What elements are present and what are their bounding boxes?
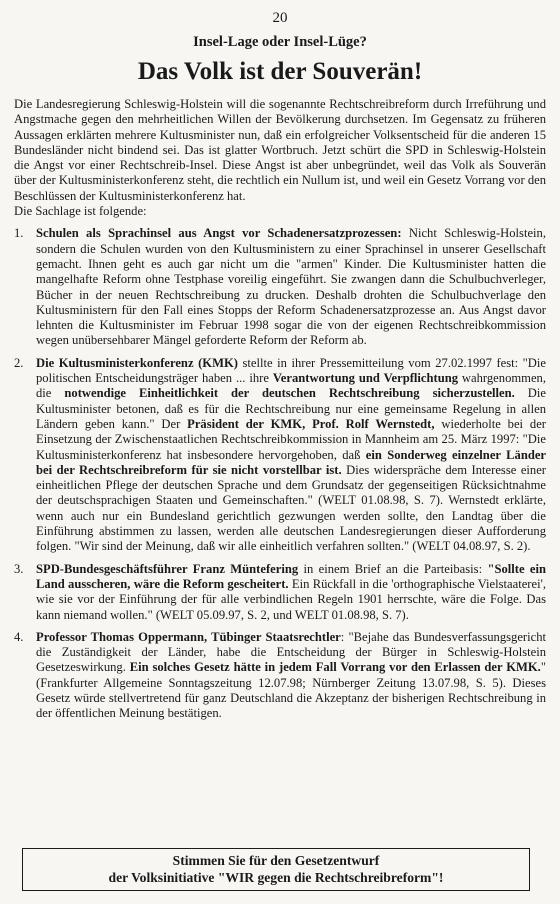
callout-box (22, 848, 530, 891)
list-item-number: 2. (14, 355, 24, 370)
text-run: Nicht Schleswig-Holstein, sondern die Schulen wurden von den Kultusministern zu einer Sprachinsel in unserer Gesellschaft gemacht. Ihnen geht es auch gar nicht um die "armen" Kinder. Die Kultusminister hatten die mangelhafte Reform ohne Testphase voreilig eingeführt. Sie zwangen dann die Schulbuchverleger, Bücher in der neuen Rechtschreibung zu drucken. Deshalb drohten die Schulbuchverlage den Kultusministern für den Fall eines Stopps der Reform Schadenersatzprozesse an. Aus Angst davor lehnten die Kultusminister im Februar 1998 sogar die von der eigenen Rechtschreibkommission wegen unübersehbarer Mängel geforderte Reform der Reform ab. (36, 226, 546, 348)
bold-text-run: Verantwortung und Verpflichtung (272, 371, 458, 386)
intro-lead-line: Die Sachlage ist folgende: (14, 204, 147, 219)
list-item-number: 1. (14, 226, 24, 241)
text-run: wahrgenommen, die (36, 371, 546, 401)
list-item-number: 3. (14, 561, 24, 576)
text-run: in einem Brief an die Parteibasis: (298, 561, 488, 576)
list-item-text (36, 356, 546, 554)
text-run: stellte in ihrer Pressemitteilung vom 27.02.1997 fest: "Die politischen Entscheidungsträger haben ... ihre (36, 355, 546, 386)
list-item (14, 226, 546, 348)
points-list (14, 226, 546, 721)
callout-line: der Volksinitiative "WIR gegen die Rechtschreibreform"! (108, 870, 444, 885)
callout-line: Stimmen Sie für den Gesetzentwurf (172, 853, 380, 868)
bold-text-run: ein Sonderweg einzelner Länder bei der Rechtschreibreform für sie nicht vorstellbar ist. (36, 447, 547, 477)
list-item-number: 4. (14, 629, 24, 644)
text-run: Dies widerspräche dem Interesse einer einheitlichen Pflege der deutschen Sprache und dem Grundsatz der gegenseitigen Rücksichtnahme der deutschsprachigen Staaten und Gemeinschaften." (WELT 01.08.98, S. 7). Wernstedt erklärte, wenn auch nur ein Bundesland gerichtlich gezwungen werden sollte, den Landtag über die Einführung abstimmen zu lassen, werden alle deutschen Landesregierungen dieser Aufforderung folgen. "Wir sind der Meinung, daß wir alle einheitlich verfahren sollten." (WELT 04.08.97, S. 2). (36, 462, 546, 554)
text-run: wiederholte bei der Einsetzung der Zwischenstaatlichen Rechtschreibkommission in Mannheim am 25. März 1997: "Die Kultusministerkonferenz hat insbesondere hervorgehoben, daß (36, 416, 546, 462)
list-item (14, 562, 546, 623)
page-title: Das Volk ist der Souverän! (137, 58, 423, 85)
bold-text-run: Die Kultusministerkonferenz (KMK) (36, 355, 238, 370)
list-item (14, 356, 546, 555)
page-number: 20 (272, 10, 288, 26)
bold-text-run: Präsident der KMK, Prof. Rolf Wernstedt, (187, 416, 435, 431)
list-item-text (36, 562, 546, 622)
bold-text-run: SPD-Bundesgeschäftsführer Franz Müntefering (36, 561, 299, 576)
list-item-text (36, 630, 546, 720)
document-page (14, 8, 546, 722)
text-run: " (Frankfurter Allgemeine Sonntagszeitung 12.07.98; Nürnberger Zeitung 13.07.98, S. 5). Dieses Gesetz würde stellvertretend für ganz Deutschland die Akzeptanz der bisherigen Rechtschreibung in der öffentlichen Meinung bestätigen. (36, 660, 546, 721)
bold-text-run: notwendige Einheitlichkeit der deutschen Rechtschreibung sicherzustellen. (64, 386, 515, 401)
intro-paragraph: Die Landesregierung Schleswig-Holstein will die sogenannte Rechtschreibreform durch Irreführung und Angstmache gegen den mehrheitlichen Willen der Bevölkerung durchsetzen. Im Gegensatz zu früheren Aussagen erklärten mehrere Kultusminister nun, daß ein erfolgreicher Volksentscheid für die anderen 15 Bundesländer nicht bindend sei. Das ist glatter Wortbruch. Jetzt schürt die SPD in Schleswig-Holstein die Angst vor einer Rechtschreib-Insel. Diese Angst ist aber unbegründet, weil das Volk als Souverän über der Kultusministerkonferenz steht, die rechtlich ein Nullum ist, und weil ein Gesetz Vorrang vor den Beschlüssen der Kultusministerkonferenz hat. (14, 97, 546, 203)
bold-text-run: "Sollte ein Land ausscheren, wäre die Reform gescheitert. (36, 561, 546, 591)
bold-text-run: Professor Thomas Oppermann, Tübinger Staatsrechtler (36, 629, 341, 644)
text-run: Ein Rückfall in die 'orthographische Vielstaaterei', wie sie vor der Einführung der für alle verbindlichen Regeln 1901 herrschte, wäre die Folge. Das kann niemand wollen." (WELT 05.09.97, S. 2, und WELT 01.08.98, S. 7). (36, 576, 546, 622)
list-item (14, 630, 546, 722)
bold-text-run: Ein solches Gesetz hätte in jedem Fall Vorrang vor den Erlassen der KMK. (129, 660, 541, 675)
text-run: : "Bejahe das Bundesverfassungsgericht die Zuständigkeit der Länder, habe die Entscheidung der Bürger in Schleswig-Holstein Gesetzeswirkung. (36, 629, 546, 675)
kicker-heading: Insel-Lage oder Insel-Lüge? (193, 34, 367, 50)
list-item-text (36, 226, 546, 347)
text-run: Die Kultusminister betonen, daß es für die Rechtschreibung nur eine gemeinsame Regelung in allen Ländern geben kann." Der (36, 386, 546, 431)
bold-text-run: Schulen als Sprachinsel aus Angst vor Schadenersatzprozessen: (36, 226, 402, 241)
